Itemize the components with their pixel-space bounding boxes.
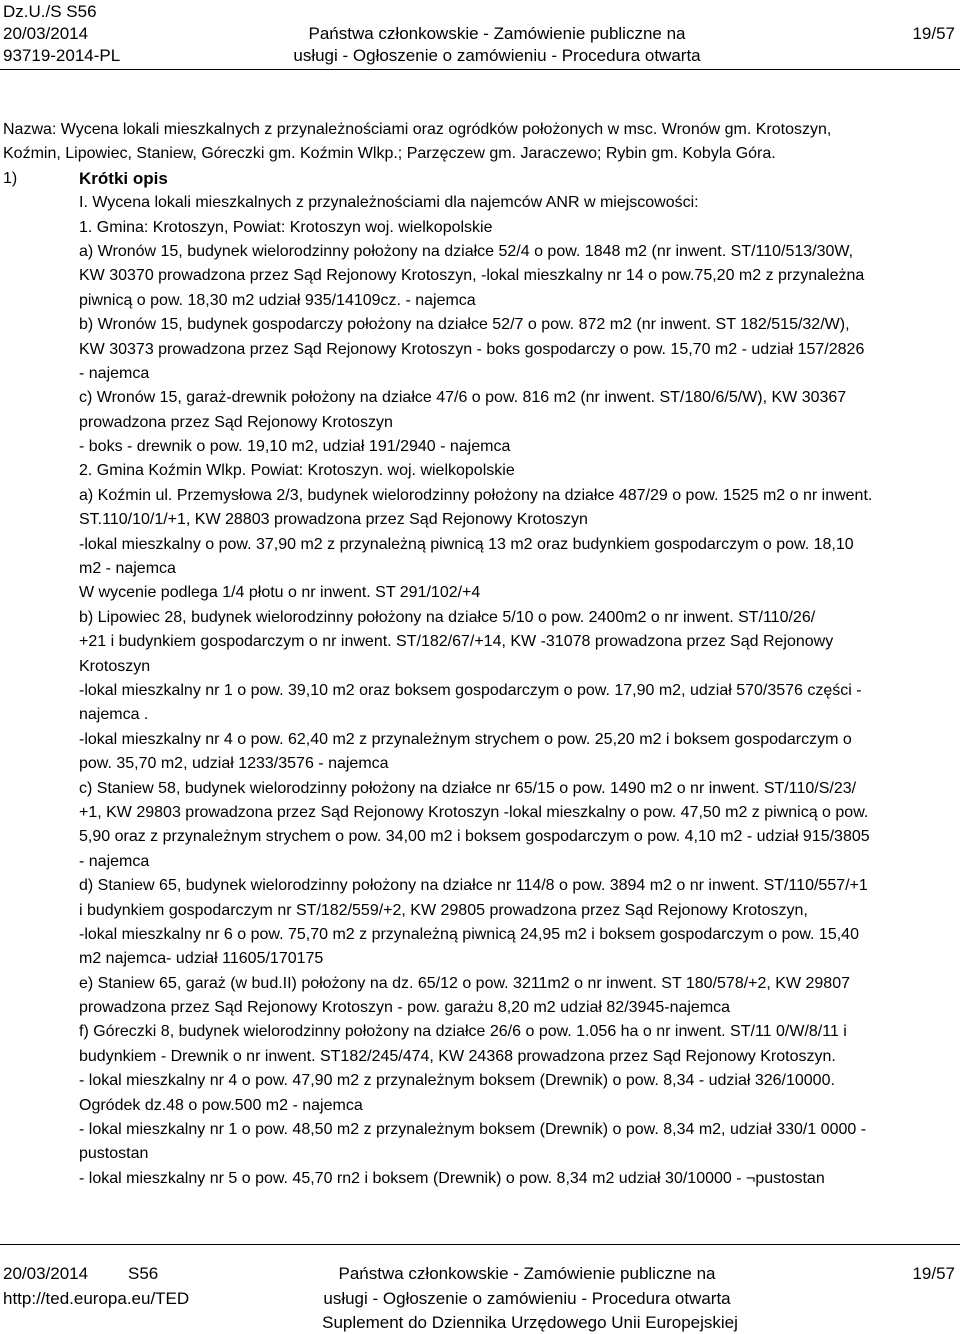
description-line: +1, KW 29803 prowadzona przez Sąd Rejonowy Krotoszyn -lokal mieszkalny o pow. 47,50 m2 z piwnicą o pow. (79, 803, 869, 821)
description-line: W wycenie podlega 1/4 płotu o nr inwent. ST 291/102/+4 (79, 584, 481, 602)
name-line: Nazwa: Wycena lokali mieszkalnych z przynależnościami oraz ogródków położonych w msc. Wronów gm. Krotoszyn, (3, 121, 832, 138)
footer-page-number: 19/57 (912, 1264, 955, 1283)
description-line: Ogródek dz.48 o pow.500 m2 - najemca (79, 1096, 363, 1114)
description-line: - lokal mieszkalny nr 1 o pow. 48,50 m2 z przynależnym boksem (Drewnik) o pow. 8,34 m2, udział 330/1 0000 - (79, 1121, 867, 1139)
description-line: I. Wycena lokali mieszkalnych z przynależnościami dla najemców ANR w miejscowości: (79, 194, 699, 212)
page-header (0, 0, 960, 68)
footer-title-line3: Suplement do Dziennika Urzędowego Unii Europejskiej (322, 1313, 738, 1332)
journal-ref: Dz.U./S S56 (3, 2, 97, 21)
section-heading (0, 167, 958, 191)
description-line: -lokal mieszkalny nr 6 o pow. 75,70 m2 z przynależną piwnicą 24,95 m2 i boksem gospodarczym o pow. 15,40 (79, 925, 859, 943)
description-line: budynkiem - Drewnik o nr inwent. ST182/245/474, KW 24368 prowadzona przez Sąd Rejonowy Krotoszyn. (79, 1047, 836, 1065)
description-line: b) Wronów 15, budynek gospodarczy położony na działce 52/7 o pow. 872 m2 (nr inwent. ST 182/515/32/W), (79, 316, 850, 334)
header-title-line1: Państwa członkowskie - Zamówienie publiczne na (308, 24, 686, 43)
description-line: -lokal mieszkalny nr 4 o pow. 62,40 m2 z przynależnym strychem o pow. 25,20 m2 i boksem gospodarczym o (79, 730, 852, 748)
description-line: m2 najemca- udział 11605/170175 (79, 950, 324, 968)
description-line: pustostan (79, 1145, 149, 1163)
description-line: i budynkiem gospodarczym nr ST/182/559/+2, KW 29805 prowadzona przez Sąd Rejonowy Krotoszyn, (79, 901, 808, 919)
description-line: 1. Gmina: Krotoszyn, Powiat: Krotoszyn woj. wielkopolskie (79, 218, 493, 236)
description-line: d) Staniew 65, budynek wielorodzinny położony na działce nr 114/8 o pow. 3894 m2 o nr inwent. ST/110/557/+1 (79, 877, 868, 895)
description-line: - lokal mieszkalny nr 4 o pow. 47,90 m2 z przynależnym boksem (Drewnik) o pow. 8,34 - udział 326/10000. (79, 1072, 835, 1090)
description-line: 5,90 oraz z przynależnym strychem o pow. 34,00 m2 i boksem gospodarczym o pow. 4,10 m2 - udział 915/3805 (79, 828, 870, 846)
header-title-line2: usługi - Ogłoszenie o zamówieniu - Procedura otwarta (293, 46, 701, 65)
document-body (0, 118, 958, 1191)
description-line: prowadzona przez Sąd Rejonowy Krotoszyn (79, 413, 393, 431)
description-line: najemca . (79, 706, 149, 724)
description-line: - lokal mieszkalny nr 5 o pow. 45,70 rn2 i boksem (Drewnik) o pow. 8,34 m2 udział 30/10000 - ¬pustostan (79, 1169, 825, 1187)
section-number: 1) (3, 169, 18, 187)
description-line: -lokal mieszkalny nr 1 o pow. 39,10 m2 oraz boksem gospodarczym o pow. 17,90 m2, udział 570/3576 części - (79, 681, 862, 699)
description-line: -lokal mieszkalny o pow. 37,90 m2 z przynależną piwnicą 13 m2 oraz budynkiem gospodarczym o pow. 18,10 (79, 535, 854, 553)
description-line: pow. 35,70 m2, udział 1233/3576 - najemca (79, 755, 389, 773)
description-line: - najemca (79, 852, 150, 870)
description-line: KW 30370 prowadzona przez Sąd Rejonowy Krotoszyn, -lokal mieszkalny nr 14 o pow.75,20 m2 z przynależna (79, 267, 865, 285)
page-footer (0, 1260, 960, 1334)
description-lines (0, 191, 958, 1191)
description-line: KW 30373 prowadzona przez Sąd Rejonowy Krotoszyn - boks gospodarczy o pow. 15,70 m2 - udział 157/2826 (79, 340, 865, 358)
header-date: 20/03/2014 (3, 24, 89, 43)
header-doc-id: 93719-2014-PL (3, 46, 121, 65)
description-line: - boks - drewnik o pow. 19,10 m2, udział 191/2940 - najemca (79, 438, 511, 456)
description-line: piwnicą o pow. 18,30 m2 udział 935/14109cz. - najemca (79, 291, 476, 309)
description-line: ST.110/10/1/+1, KW 28803 prowadzona przez Sąd Rejonowy Krotoszyn (79, 511, 588, 529)
description-line: c) Staniew 58, budynek wielorodzinny położony na działce nr 65/15 o pow. 1490 m2 o nr inwent. ST/110/S/23/ (79, 779, 857, 797)
description-line: m2 - najemca (79, 560, 176, 578)
header-divider (0, 69, 960, 70)
description-line: - najemca (79, 364, 150, 382)
header-page-number: 19/57 (912, 24, 955, 43)
description-line: a) Koźmin ul. Przemysłowa 2/3, budynek wielorodzinny położony na działce 487/29 o pow. 1525 m2 o nr inwent. (79, 486, 873, 504)
description-line: 2. Gmina Koźmin Wlkp. Powiat: Krotoszyn. woj. wielkopolskie (79, 462, 515, 480)
description-line: prowadzona przez Sąd Rejonowy Krotoszyn - pow. garażu 8,20 m2 udział 82/3945-najemca (79, 999, 731, 1017)
footer-url: http://ted.europa.eu/TED (3, 1289, 190, 1308)
footer-title-line1: Państwa członkowskie - Zamówienie publiczne na (338, 1264, 716, 1283)
footer-title-line2: usługi - Ogłoszenie o zamówieniu - Procedura otwarta (323, 1289, 731, 1308)
section-title: Krótki opis (79, 168, 168, 188)
description-line: f) Góreczki 8, budynek wielorodzinny położony na działce 26/6 o pow. 1.056 ha o nr inwent. ST/11 0/W/8/11 i (79, 1023, 847, 1041)
description-line: b) Lipowiec 28, budynek wielorodzinny położony na działce 5/10 o pow. 2400m2 o nr inwent. ST/110/26/ (79, 608, 816, 626)
description-line: e) Staniew 65, garaż (w bud.II) położony na dz. 65/12 o pow. 3211m2 o nr inwent. ST 180/578/+2, KW 29807 (79, 974, 850, 992)
description-line: +21 i budynkiem gospodarczym o nr inwent. ST/182/67/+14, KW -31078 prowadzona przez Sąd Rejonowy (79, 633, 834, 651)
name-line: Koźmin, Lipowiec, Staniew, Góreczki gm. Koźmin Wlkp.; Parzęczew gm. Jaraczewo; Rybin gm. Kobyla Góra. (3, 145, 776, 163)
footer-series: S56 (128, 1264, 159, 1283)
footer-date: 20/03/2014 (3, 1264, 89, 1283)
description-line: a) Wronów 15, budynek wielorodzinny położony na działce 52/4 o pow. 1848 m2 (nr inwent. ST/110/513/30W, (79, 242, 854, 260)
description-line: c) Wronów 15, garaż-drewnik położony na działce 47/6 o pow. 816 m2 (nr inwent. ST/180/6/5/W), KW 30367 (79, 389, 847, 407)
footer-divider (0, 1244, 960, 1245)
description-line: Krotoszyn (79, 657, 151, 675)
